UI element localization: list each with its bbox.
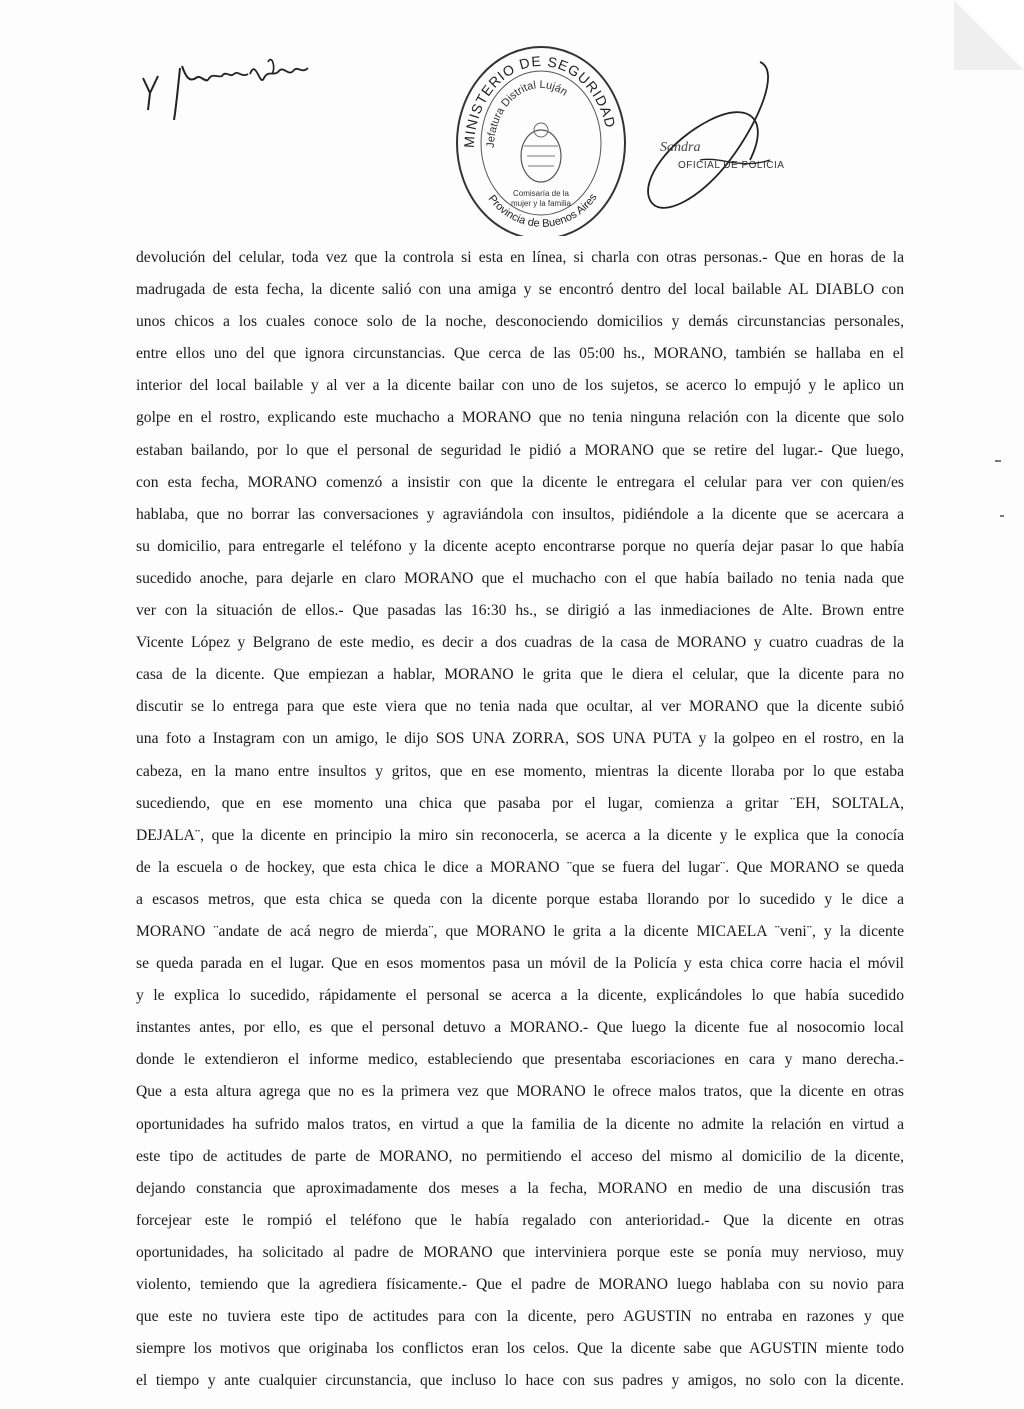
handwritten-signature-left (138, 48, 328, 128)
text-line: oportunidades, ha solicitado al padre de MORANO que interviniera porque este se ponía muy nervioso, muy (136, 1243, 904, 1261)
text-line: el tiempo y ante cualquier circunstancia, que incluso lo hace con sus padres y amigos, no solo con la dicente. (136, 1372, 904, 1390)
text-line: discutir se lo entrega para que este viera que no tenia nada que ocultar, al ver MORANO que la dicente subió (136, 698, 904, 716)
text-line: este tipo de actitudes de parte de MORANO, no permitiendo el acceso del mismo al domicilio de la dicente, (136, 1147, 904, 1165)
text-line: casa de la dicente. Que empiezan a hablar, MORANO le grita que le diera el celular, que la dicente para no (136, 666, 904, 684)
text-line: sucediendo, que en ese momento una chica que pasaba por el lugar, comienza a gritar ¨EH, SOLTALA, (136, 794, 904, 812)
text-line: a escasos metros, que esta chica se queda con la dicente porque estaba llorando por lo sucedido y le dice a (136, 890, 904, 908)
stamp-lower-line1: Comisaría de la (512, 189, 570, 198)
text-line: que este no tuviera este tipo de actitudes para con la dicente, pero AGUSTIN no entraba en razones y que (136, 1308, 904, 1326)
text-line: siempre los motivos que originaba los conflictos eran los celos. Que la dicente sabe que AGUSTIN miente todo (136, 1340, 904, 1358)
folded-corner (954, 0, 1024, 70)
officer-title: OFICIAL DE POLICIA (678, 160, 785, 171)
text-line: devolución del celular, toda vez que la controla si esta en línea, si charla con otras personas.- Que en horas de la (136, 249, 904, 266)
text-line: ver con la situación de ellos.- Que pasadas las 16:30 hs., se dirigió a las inmediaciones de Alte. Brown entre (136, 602, 904, 620)
text-line: una foto a Instagram con un amigo, le dijo SOS UNA ZORRA, SOS UNA PUTA y la golpeo en el rostro, en la (136, 730, 904, 748)
text-line: dejando constancia que aproximadamente dos meses a la fecha, MORANO en medio de una discusión tras (136, 1179, 904, 1197)
text-line: madrugada de esta fecha, la dicente salió con una amiga y se encontró dentro del local bailable AL DIABLO con (136, 281, 904, 299)
scan-mark (1000, 515, 1004, 517)
text-line: interior del local bailable y al ver a la dicente bailar con uno de los sujetos, se acerco lo empujó y le aplico un (136, 377, 904, 395)
text-line: oportunidades ha sufrido malos tratos, en virtud a que la familia de la dicente no admite la relación en virtud a (136, 1115, 904, 1133)
text-line: DEJALA¨, que la dicente en principio la miro sin reconocerla, se acerca a la dicente y le explica que la conocía (136, 826, 904, 844)
text-line: de la escuela o de hockey, que esta chica le dice a MORANO ¨que se fuera del lugar¨. Que MORANO se queda (136, 858, 904, 876)
text-line: hablaba, que no borrar las conversaciones y agraviándola con insultos, pidiéndole a la dicente que se acercara a (136, 505, 904, 523)
officer-name: Sandra (660, 140, 701, 155)
text-line: violento, temiendo que la agrediera físicamente.- Que el padre de MORANO luego hablaba con su novio para (136, 1276, 904, 1293)
text-line: unos chicos a los cuales conoce solo de la noche, desconociendo domicilios y demás circunstancias personales, (136, 313, 904, 331)
stamp-lower-line2: mujer y la familia (510, 199, 572, 208)
text-line: entre ellos uno del que ignora circunstancias. Que cerca de las 05:00 hs., MORANO, también se hallaba en el (136, 345, 904, 363)
stamp-inner-text: Jefatura Distrital Luján (484, 78, 570, 149)
text-line: forcejear este le rompió el teléfono que le había regalado con anterioridad.- Que la dicente en otras (136, 1211, 904, 1229)
stamp-outer-text: MINISTERIO DE SEGURIDAD (460, 52, 619, 149)
svg-text:MINISTERIO DE SEGURIDAD (461, 53, 619, 148)
text-line: se queda parada en el lugar. Que en esos momentos pasa un móvil de la Policía y esta chica corre hacia el móvil (136, 955, 904, 973)
text-line: MORANO ¨andate de acá negro de mierda¨, que MORANO le grita a la dicente MICAELA ¨veni¨, y la dicente (136, 922, 904, 940)
scan-mark (995, 460, 1001, 462)
text-line: estaban bailando, por lo que el personal de seguridad le pidió a MORANO que se retire del lugar.- Que luego, (136, 441, 904, 459)
text-line: sucedido anoche, para dejarle en claro MORANO que el muchacho con el que había bailado no tenia nada que (136, 569, 904, 587)
text-line: instantes antes, por ello, es que el personal detuvo a MORANO.- Que luego la dicente fue al nosocomio local (136, 1019, 904, 1037)
text-line: Que a esta altura agrega que no es la primera vez que MORANO le ofrece malos tratos, que la dicente en otras (136, 1083, 904, 1101)
official-stamp (452, 38, 630, 236)
text-line: cabeza, en la mano entre insultos y gritos, que en ese momento, mientras la dicente lloraba por lo que estaba (136, 762, 904, 780)
text-line: donde le extendieron el informe medico, estableciendo que presentaba escoriaciones en cara y mano derecha.- (136, 1051, 904, 1069)
text-line: su domicilio, para entregarle el teléfono y la dicente acepto encontrarse porque no quería dejar pasar lo que había (136, 537, 904, 555)
text-line: con esta fecha, MORANO comenzó a insistir con que la dicente le entregara el celular para ver con quien/es (136, 473, 904, 491)
text-line: y le explica lo sucedido, rápidamente el personal se acerca a la dicente, explicándoles lo que había sucedido (136, 987, 904, 1005)
text-line: Vicente López y Belgrano de este medio, es decir a dos cuadras de la casa de MORANO y cuatro cuadras de la (136, 634, 904, 652)
stamp-bottom-text: Provincia de Buenos Aires (485, 191, 600, 230)
declaration-body (136, 242, 904, 1397)
text-line: golpe en el rostro, explicando este muchacho a MORANO que no tenia ninguna relación con la dicente que solo (136, 409, 904, 427)
